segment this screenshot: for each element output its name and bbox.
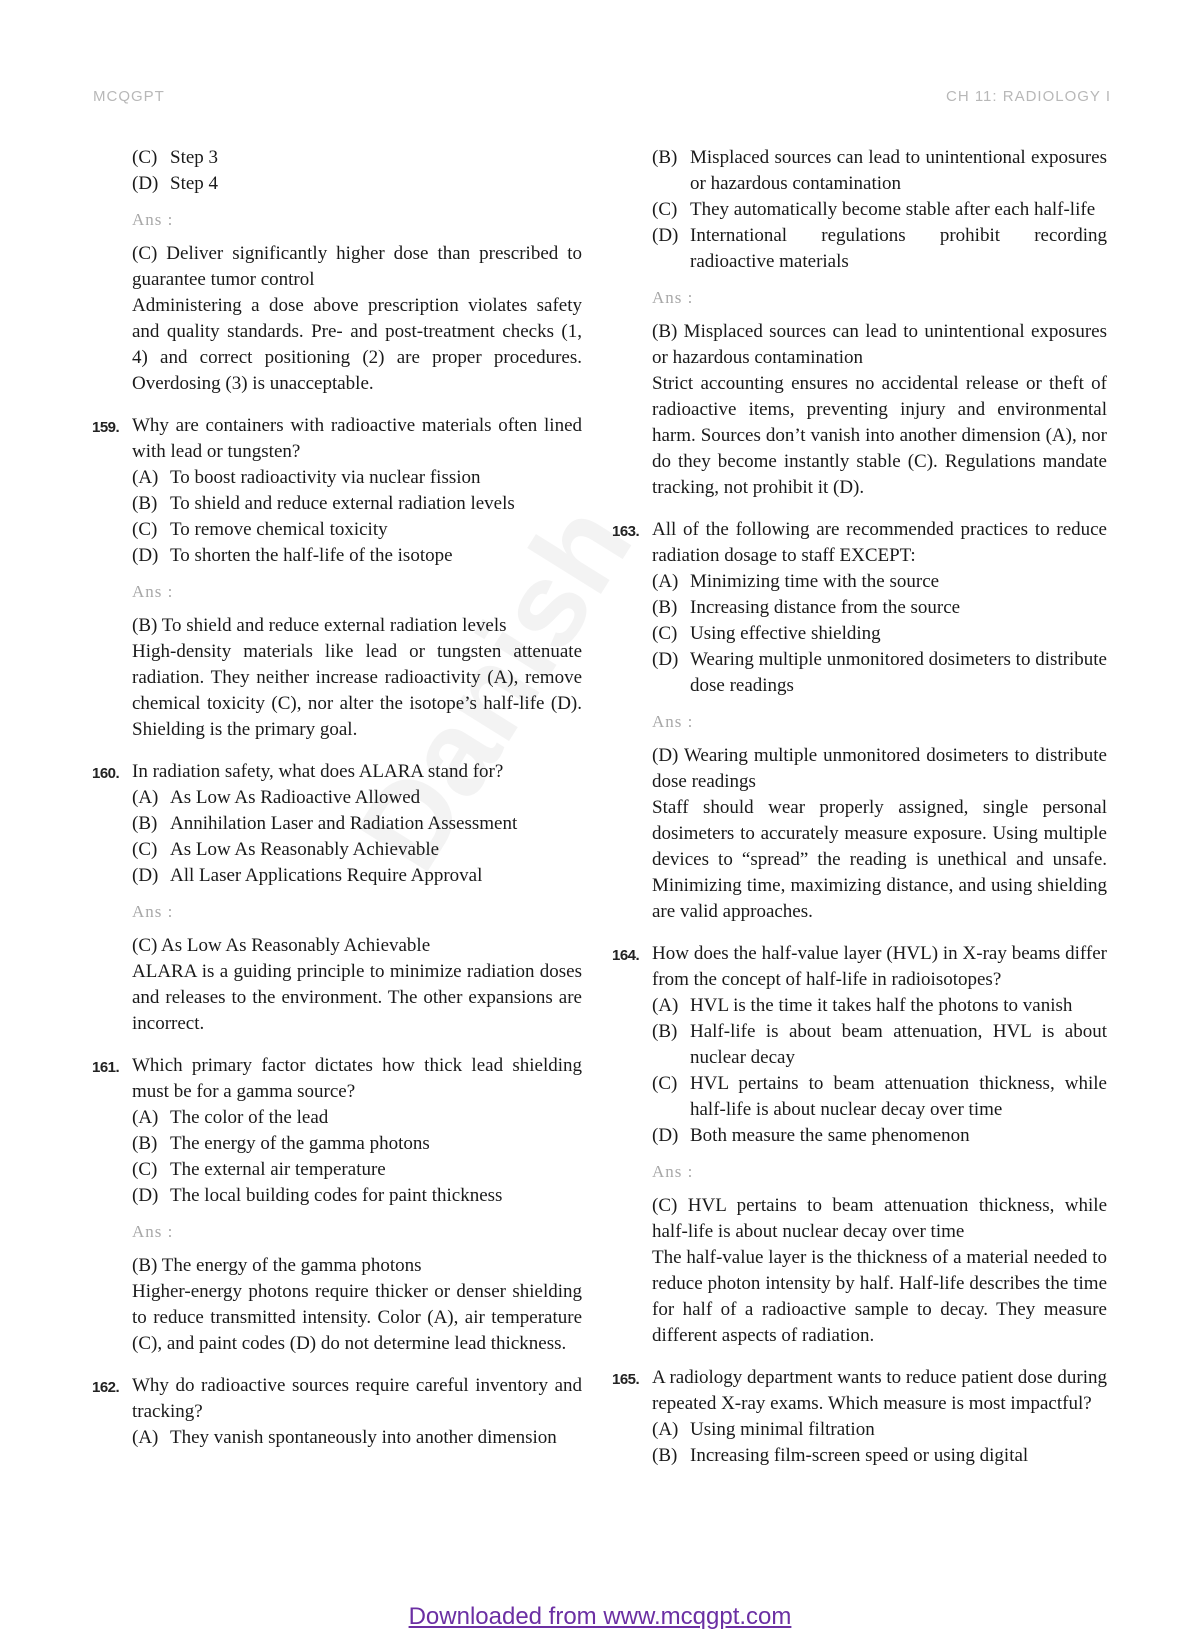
option (652, 197, 1107, 223)
option (132, 465, 582, 491)
answer-label: Ans : (652, 1162, 694, 1181)
option-label: (B) (652, 1445, 678, 1466)
option-text: As Low As Reasonably Achievable (170, 839, 440, 860)
option-label: (D) (652, 649, 679, 670)
option-label: (A) (652, 995, 679, 1016)
explanation: High-density materials like lead or tungsten attenuate radiation. They neither increase radioactivity (A), remove chemical toxicity (C), nor alter the isotope’s half-life (D). Shielding is the primary goal. (132, 641, 582, 740)
question-text: How does the half-value layer (HVL) in X-ray beams differ from the concept of half-life in radioisotopes? (652, 943, 1107, 990)
question-164 (612, 941, 1107, 1349)
option (652, 1443, 1107, 1469)
question-text: Which primary factor dictates how thick lead shielding must be for a gamma source? (132, 1055, 582, 1102)
option-text: The energy of the gamma photons (170, 1133, 430, 1154)
option (132, 863, 582, 889)
option-label: (A) (132, 1107, 159, 1128)
answer-text: (C) Deliver significantly higher dose than prescribed to guarantee tumor control (132, 243, 582, 290)
option (652, 621, 1107, 647)
answer-label: Ans : (132, 210, 174, 229)
option-label: (A) (132, 1427, 159, 1448)
option-label: (B) (132, 813, 158, 834)
option-label: (D) (652, 225, 679, 246)
question-number: 162. (92, 1379, 120, 1396)
answer-text: (B) The energy of the gamma photons (132, 1255, 422, 1276)
option (132, 1131, 582, 1157)
option-text: To shield and reduce external radiation levels (170, 493, 515, 514)
option-label: (B) (652, 147, 678, 168)
option-text: Half-life is about beam attenuation, HVL is about nuclear decay (690, 1021, 1107, 1068)
option (652, 569, 1107, 595)
option-text: International regulations prohibit recording radioactive materials (690, 225, 1107, 272)
explanation: ALARA is a guiding principle to minimize radiation doses and releases to the environment. The other expansions are incorrect. (132, 961, 582, 1034)
option-label: (B) (652, 597, 678, 618)
answer-label: Ans : (652, 712, 694, 731)
explanation: Staff should wear properly assigned, single personal dosimeters to accurately measure exposure. Using multiple devices to “spread” the reading is unethical and unsafe. Minimizing time, maximizing distance, and using shielding are valid approaches. (652, 797, 1107, 922)
question-text: Why are containers with radioactive materials often lined with lead or tungsten? (132, 415, 582, 462)
question-162 (92, 1373, 582, 1451)
option-text: Misplaced sources can lead to unintentional exposures or hazardous contamination (690, 147, 1107, 194)
answer-label: Ans : (132, 1222, 174, 1241)
option (132, 811, 582, 837)
option-label: (C) (652, 623, 678, 644)
option-text: The color of the lead (170, 1107, 329, 1128)
option (132, 785, 582, 811)
option-label: (C) (652, 1073, 678, 1094)
question-text: A radiology department wants to reduce patient dose during repeated X-ray exams. Which measure is most impactful? (652, 1367, 1107, 1414)
option (132, 543, 582, 569)
question-160 (92, 759, 582, 1037)
option (652, 1071, 1107, 1123)
option (132, 491, 582, 517)
option (652, 1019, 1107, 1071)
explanation: Administering a dose above prescription violates safety and quality standards. Pre- and post-treatment checks (1, 4) and correct positioning (2) are proper procedures. Overdosing (3) is unacceptable. (132, 295, 582, 394)
download-link[interactable]: Downloaded from www.mcqgpt.com (408, 1603, 792, 1630)
option-text: To shorten the half-life of the isotope (170, 545, 453, 566)
question-number: 164. (612, 947, 640, 964)
option (132, 1183, 582, 1209)
option-label: (C) (132, 1159, 158, 1180)
option-label: (B) (652, 1021, 678, 1042)
option (652, 1417, 1107, 1443)
option (132, 837, 582, 863)
option-label: (A) (132, 787, 159, 808)
question-165 (612, 1365, 1107, 1469)
option-text: The local building codes for paint thickness (170, 1185, 503, 1206)
option (652, 595, 1107, 621)
answer-text: (B) To shield and reduce external radiation levels (132, 615, 507, 636)
option-text: To boost radioactivity via nuclear fission (170, 467, 481, 488)
option-label: (A) (652, 571, 679, 592)
option (652, 993, 1107, 1019)
option-label: (D) (132, 173, 159, 194)
question-number: 163. (612, 523, 640, 540)
answer-text: (C) As Low As Reasonably Achievable (132, 935, 431, 956)
option-text: They automatically become stable after each half-life (690, 199, 1096, 220)
option-text: Wearing multiple unmonitored dosimeters to distribute dose readings (690, 649, 1107, 696)
explanation: The half-value layer is the thickness of a material needed to reduce photon intensity by half. Half-life describes the time for half of a radioactive sample to decay. They measure different aspects of radiation. (652, 1247, 1107, 1346)
option-text: All Laser Applications Require Approval (170, 865, 483, 886)
option-label: (A) (132, 467, 159, 488)
option-text: HVL pertains to beam attenuation thickness, while half-life is about nuclear decay over time (690, 1073, 1107, 1120)
option-text: Using effective shielding (690, 623, 881, 644)
option (132, 145, 582, 171)
option (132, 171, 582, 197)
answer-label: Ans : (132, 902, 174, 921)
option-text: They vanish spontaneously into another dimension (170, 1427, 557, 1448)
question-number: 159. (92, 419, 120, 436)
option-text: Step 4 (170, 173, 219, 194)
option-text: To remove chemical toxicity (170, 519, 388, 540)
question-158-continued (92, 145, 582, 397)
question-162-continued (612, 145, 1107, 501)
question-163 (612, 517, 1107, 925)
question-text: Why do radioactive sources require careful inventory and tracking? (132, 1375, 582, 1422)
answer-label: Ans : (132, 582, 174, 601)
left-column (92, 145, 582, 1451)
option (132, 517, 582, 543)
option-text: Minimizing time with the source (690, 571, 940, 592)
option-label: (B) (132, 493, 158, 514)
answer-text: (C) HVL pertains to beam attenuation thickness, while half-life is about nuclear decay over time (652, 1195, 1107, 1242)
option-text: Using minimal filtration (690, 1419, 875, 1440)
option-text: As Low As Radioactive Allowed (170, 787, 421, 808)
question-text: All of the following are recommended practices to reduce radiation dosage to staff EXCEPT: (652, 519, 1107, 566)
option (132, 1105, 582, 1131)
option (652, 1123, 1107, 1149)
header-chapter: CH 11: RADIOLOGY I (946, 88, 1111, 105)
option (652, 223, 1107, 275)
option-label: (B) (132, 1133, 158, 1154)
option-text: HVL is the time it takes half the photons to vanish (690, 995, 1073, 1016)
option-label: (D) (652, 1125, 679, 1146)
option-text: Increasing distance from the source (690, 597, 961, 618)
question-161 (92, 1053, 582, 1357)
answer-label: Ans : (652, 288, 694, 307)
option-label: (D) (132, 545, 159, 566)
answer-text: (B) Misplaced sources can lead to unintentional exposures or hazardous contamination (652, 321, 1107, 368)
option-text: Increasing film-screen speed or using digital (690, 1445, 1029, 1466)
option (132, 1425, 582, 1451)
option-text: Step 3 (170, 147, 219, 168)
option-label: (C) (132, 839, 158, 860)
option-label: (A) (652, 1419, 679, 1440)
option-label: (D) (132, 1185, 159, 1206)
explanation: Strict accounting ensures no accidental release or theft of radioactive items, preventing injury and environmental harm. Sources don’t vanish into another dimension (A), nor do they become instantly stable (C). Regulations mandate tracking, not prohibit it (D). (652, 373, 1107, 498)
question-159 (92, 413, 582, 743)
option-label: (C) (652, 199, 678, 220)
option-text: Both measure the same phenomenon (690, 1125, 970, 1146)
option-label: (D) (132, 865, 159, 886)
option-label: (C) (132, 147, 158, 168)
option-label: (C) (132, 519, 158, 540)
question-number: 160. (92, 765, 120, 782)
header-brand: MCQGPT (93, 88, 165, 105)
question-text: In radiation safety, what does ALARA stand for? (132, 761, 504, 782)
option-text: The external air temperature (170, 1159, 386, 1180)
option (132, 1157, 582, 1183)
explanation: Higher-energy photons require thicker or denser shielding to reduce transmitted intensity. Color (A), air temperature (C), and paint codes (D) do not determine lead thickness. (132, 1281, 582, 1354)
option (652, 647, 1107, 699)
option-text: Annihilation Laser and Radiation Assessment (170, 813, 518, 834)
right-column (612, 145, 1107, 1469)
answer-text: (D) Wearing multiple unmonitored dosimeters to distribute dose readings (652, 745, 1107, 792)
option (652, 145, 1107, 197)
question-number: 165. (612, 1371, 640, 1388)
question-number: 161. (92, 1059, 120, 1076)
